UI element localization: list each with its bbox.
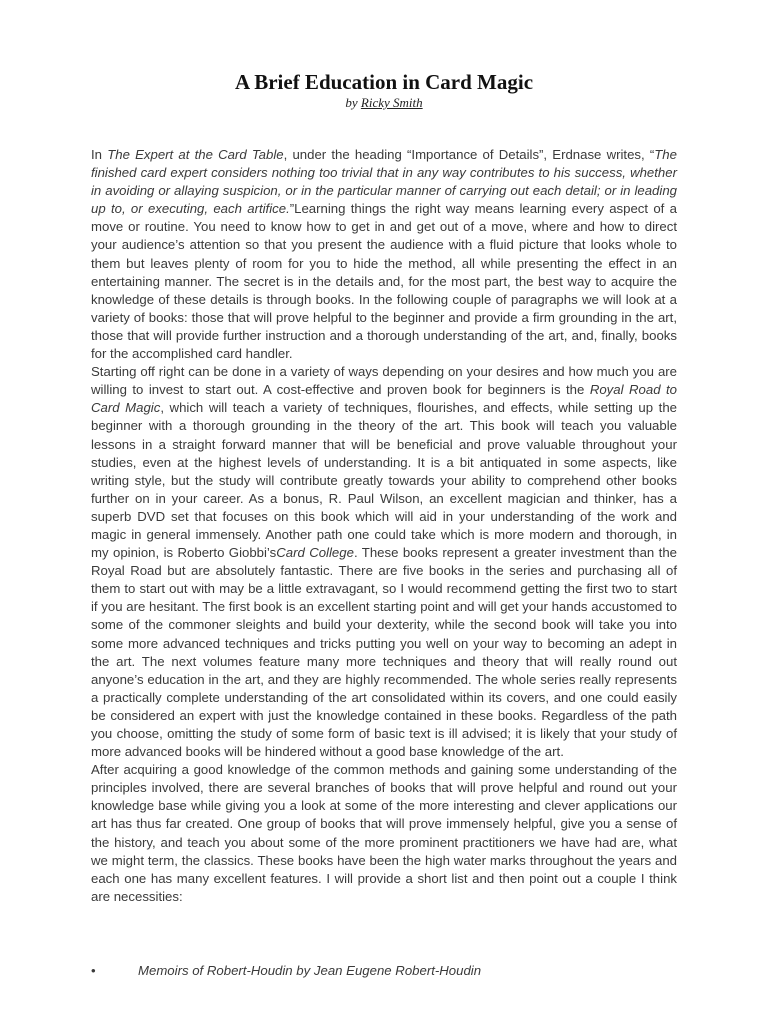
book-list <box>91 962 677 980</box>
text-run: Starting off right can be done in a variety of ways depending on your desires and how much you are willing to invest to start out. A cost-effective and proven book for beginners is the <box>91 364 677 398</box>
text-run: After acquiring a good knowledge of the common methods and gaining some understanding of the principles involved, there are several branches of books that will prove helpful and round out your knowledge base while giving you a look at some of the more interesting and clever applications our art has thus far created. One group of books that will prove immensely helpful, give you a sense of the history, and teach you about some of the more prominent practitioners we have had are, what we might term, the classics. These books have been the high water marks throughout the years and each one has many excellent features. I will provide a short list and then point out a couple I think are necessities: <box>91 762 677 904</box>
byline <box>0 94 768 112</box>
italic-text: Royal Road to Card Magic <box>91 382 677 416</box>
bullet-icon: • <box>91 963 96 978</box>
list-item <box>91 962 677 980</box>
italic-text: Card College <box>276 545 354 561</box>
text-run: , which will teach a variety of techniques, flourishes, and effects, while setting up the beginner with a thorough grounding in the theory of the art. This book will teach you valuable lessons in a straight forward manner that will be beneficial and prove valuable throughout your studies, even at the highest levels of understanding. It is a bit antiquated in some aspects, like writing style, but the study will contribute greatly towards your ability to comprehend other books further on in your career. As a bonus, R. Paul Wilson, an excellent magician and thinker, has a superb DVD set that focuses on this book which will aid in your understanding of the work and magic in general immensely. Another path one could take which is more modern and thorough, in my opinion, is Roberto Giobbi’s <box>91 400 677 561</box>
paragraph <box>91 761 677 906</box>
italic-text: The Expert at the Card Table <box>107 147 284 162</box>
text-run: ”Learning things the right way means learning every aspect of a move or routine. You need to know how to get in and get out of a move, where and how to direct your audience’s attention so that you present the audience with a fluid picture that looks whole to them but leaves plenty of room for you to hide the method, all while presenting the effect in an entertaining manner. The secret is in the details and, for the most part, the best way to acquire the knowledge of these details is through books. In the following couple of paragraphs we will look at a variety of books: those that will prove helpful to the beginner and provide a firm grounding in the art, those that will provide further instruction and a thorough understanding of the art, and, finally, books for the accomplished card handler. <box>91 201 677 362</box>
text-run: . These books represent a greater investment than the Royal Road but are absolutely fantastic. There are five books in the series and purchasing all of them to start out with may be a little extravagant, so I would recommend getting the first two to start if you are hesitant. The first book is an excellent starting point and will get your hands accustomed to some of the commoner sleights and build your dexterity, while the second book will take you into some more advanced techniques and tricks putting you well on your way to becoming an adept in the art. The next volumes feature many more techniques and theory that will really round out anyone’s education in the art, and they are highly recommended. The whole series really represents a practically complete understanding of the art consolidated within its covers, and one could easily be considered an expert with just the knowledge contained in these books. Regardless of the path you choose, omitting the study of some form of basic text is ill advised; it is likely that your study of more advanced books will be hindered without a good base knowledge of the art. <box>91 545 677 760</box>
article-body <box>91 146 677 906</box>
text-run: , under the heading “Importance of Details”, Erdnase writes, “ <box>283 147 655 162</box>
list-item-text: Memoirs of Robert-Houdin by Jean Eugene Robert-Houdin <box>138 963 482 978</box>
byline-prefix: by <box>345 95 361 110</box>
author-link[interactable]: Ricky Smith <box>360 95 423 110</box>
paragraph <box>91 146 677 363</box>
text-run: In <box>91 147 108 162</box>
paragraph <box>91 363 677 761</box>
italic-text: The finished card expert considers nothing too trivial that in any way contributes to his success, whether in avoiding or allaying suspicion, or in the particular manner of carrying out each detail; or in leading up to, or executing, each artifice. <box>91 147 677 217</box>
document-title: A Brief Education in Card Magic <box>234 70 534 94</box>
